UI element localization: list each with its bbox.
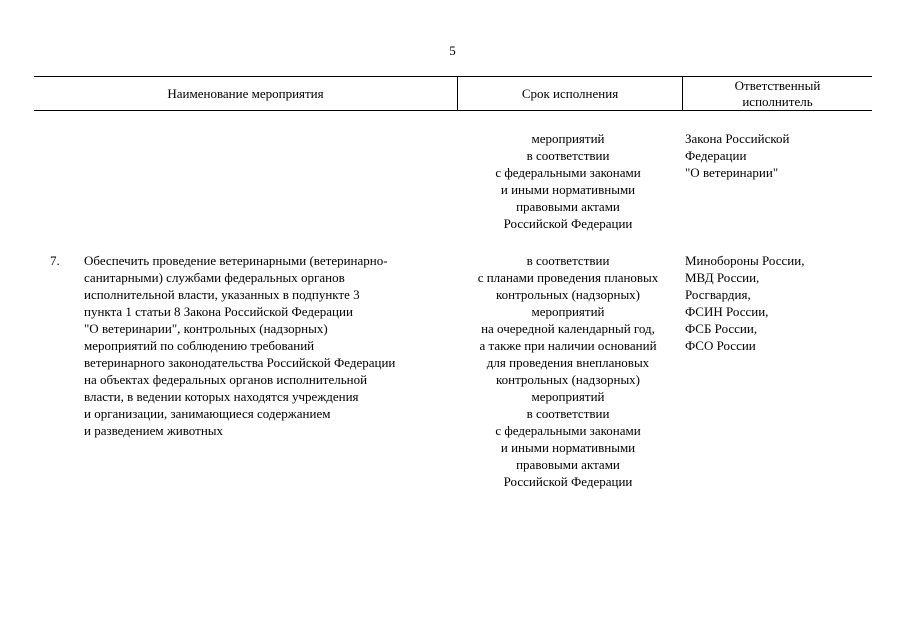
text-line: правовыми актами (516, 199, 620, 214)
text-line: ФСО России (685, 338, 756, 353)
row-number: 7. (50, 253, 60, 268)
text-line: Минобороны России, (685, 253, 805, 268)
header-responsible-cell (683, 77, 872, 110)
text-line: мероприятий по соблюдению требований (84, 338, 315, 353)
header-responsible-label-2: исполнитель (742, 93, 813, 109)
text-line: контрольных (надзорных) (495, 287, 641, 302)
text-line: ветеринарного законодательства Российской Федерации (84, 355, 396, 370)
row7-name (84, 252, 456, 439)
text-line: в соответствии (526, 253, 610, 268)
page-number: 5 (449, 43, 456, 58)
row7-responsible (685, 252, 865, 354)
text-line: ФСБ России, (685, 321, 758, 336)
continuation-responsible (685, 130, 865, 181)
text-line: Федерации (685, 148, 747, 163)
text-line: в соответствии (526, 406, 610, 421)
text-line: пункта 1 статьи 8 Закона Российской Федерации (84, 304, 353, 319)
text-line: Российской Федерации (503, 216, 633, 231)
text-line: с федеральными законами (495, 423, 641, 438)
text-line: контрольных (надзорных) (495, 372, 641, 387)
text-line: Обеспечить проведение ветеринарными (ветеринарно- (84, 253, 388, 268)
text-line: и иными нормативными (500, 182, 636, 197)
text-line: ФСИН России, (685, 304, 769, 319)
text-line: правовыми актами (516, 457, 620, 472)
row7-term (458, 252, 678, 490)
text-line: на объектах федеральных органов исполнительной (84, 372, 368, 387)
header-name-cell (34, 77, 458, 110)
header-term-cell (458, 77, 683, 110)
text-line: Закона Российской (685, 131, 790, 146)
text-line: и разведением животных (84, 423, 224, 438)
text-line: санитарными) службами федеральных органов (84, 270, 345, 285)
text-line: с планами проведения плановых (477, 270, 659, 285)
text-line: для проведения внеплановых (486, 355, 650, 370)
text-line: "О ветеринарии", контрольных (надзорных) (84, 321, 328, 336)
text-line: Российской Федерации (503, 474, 633, 489)
text-line: власти, в ведении которых находятся учреждения (84, 389, 359, 404)
text-line: исполнительной власти, указанных в подпункте 3 (84, 287, 360, 302)
text-line: с федеральными законами (495, 165, 641, 180)
text-line: на очередной календарный год, (481, 321, 655, 336)
text-line: МВД России, (685, 270, 760, 285)
header-term-label: Срок исполнения (521, 85, 619, 101)
header-name-label: Наименование мероприятия (167, 85, 324, 101)
text-line: а также при наличии оснований (479, 338, 657, 353)
text-line: мероприятий (531, 389, 605, 404)
table-header (34, 76, 872, 111)
text-line: и иными нормативными (500, 440, 636, 455)
text-line: и организации, занимающиеся содержанием (84, 406, 331, 421)
continuation-term (458, 130, 678, 232)
header-responsible-label-1: Ответственный (734, 77, 821, 93)
text-line: мероприятий (531, 131, 605, 146)
text-line: Росгвардия, (685, 287, 751, 302)
text-line: мероприятий (531, 304, 605, 319)
text-line: в соответствии (526, 148, 610, 163)
text-line: "О ветеринарии" (685, 165, 779, 180)
